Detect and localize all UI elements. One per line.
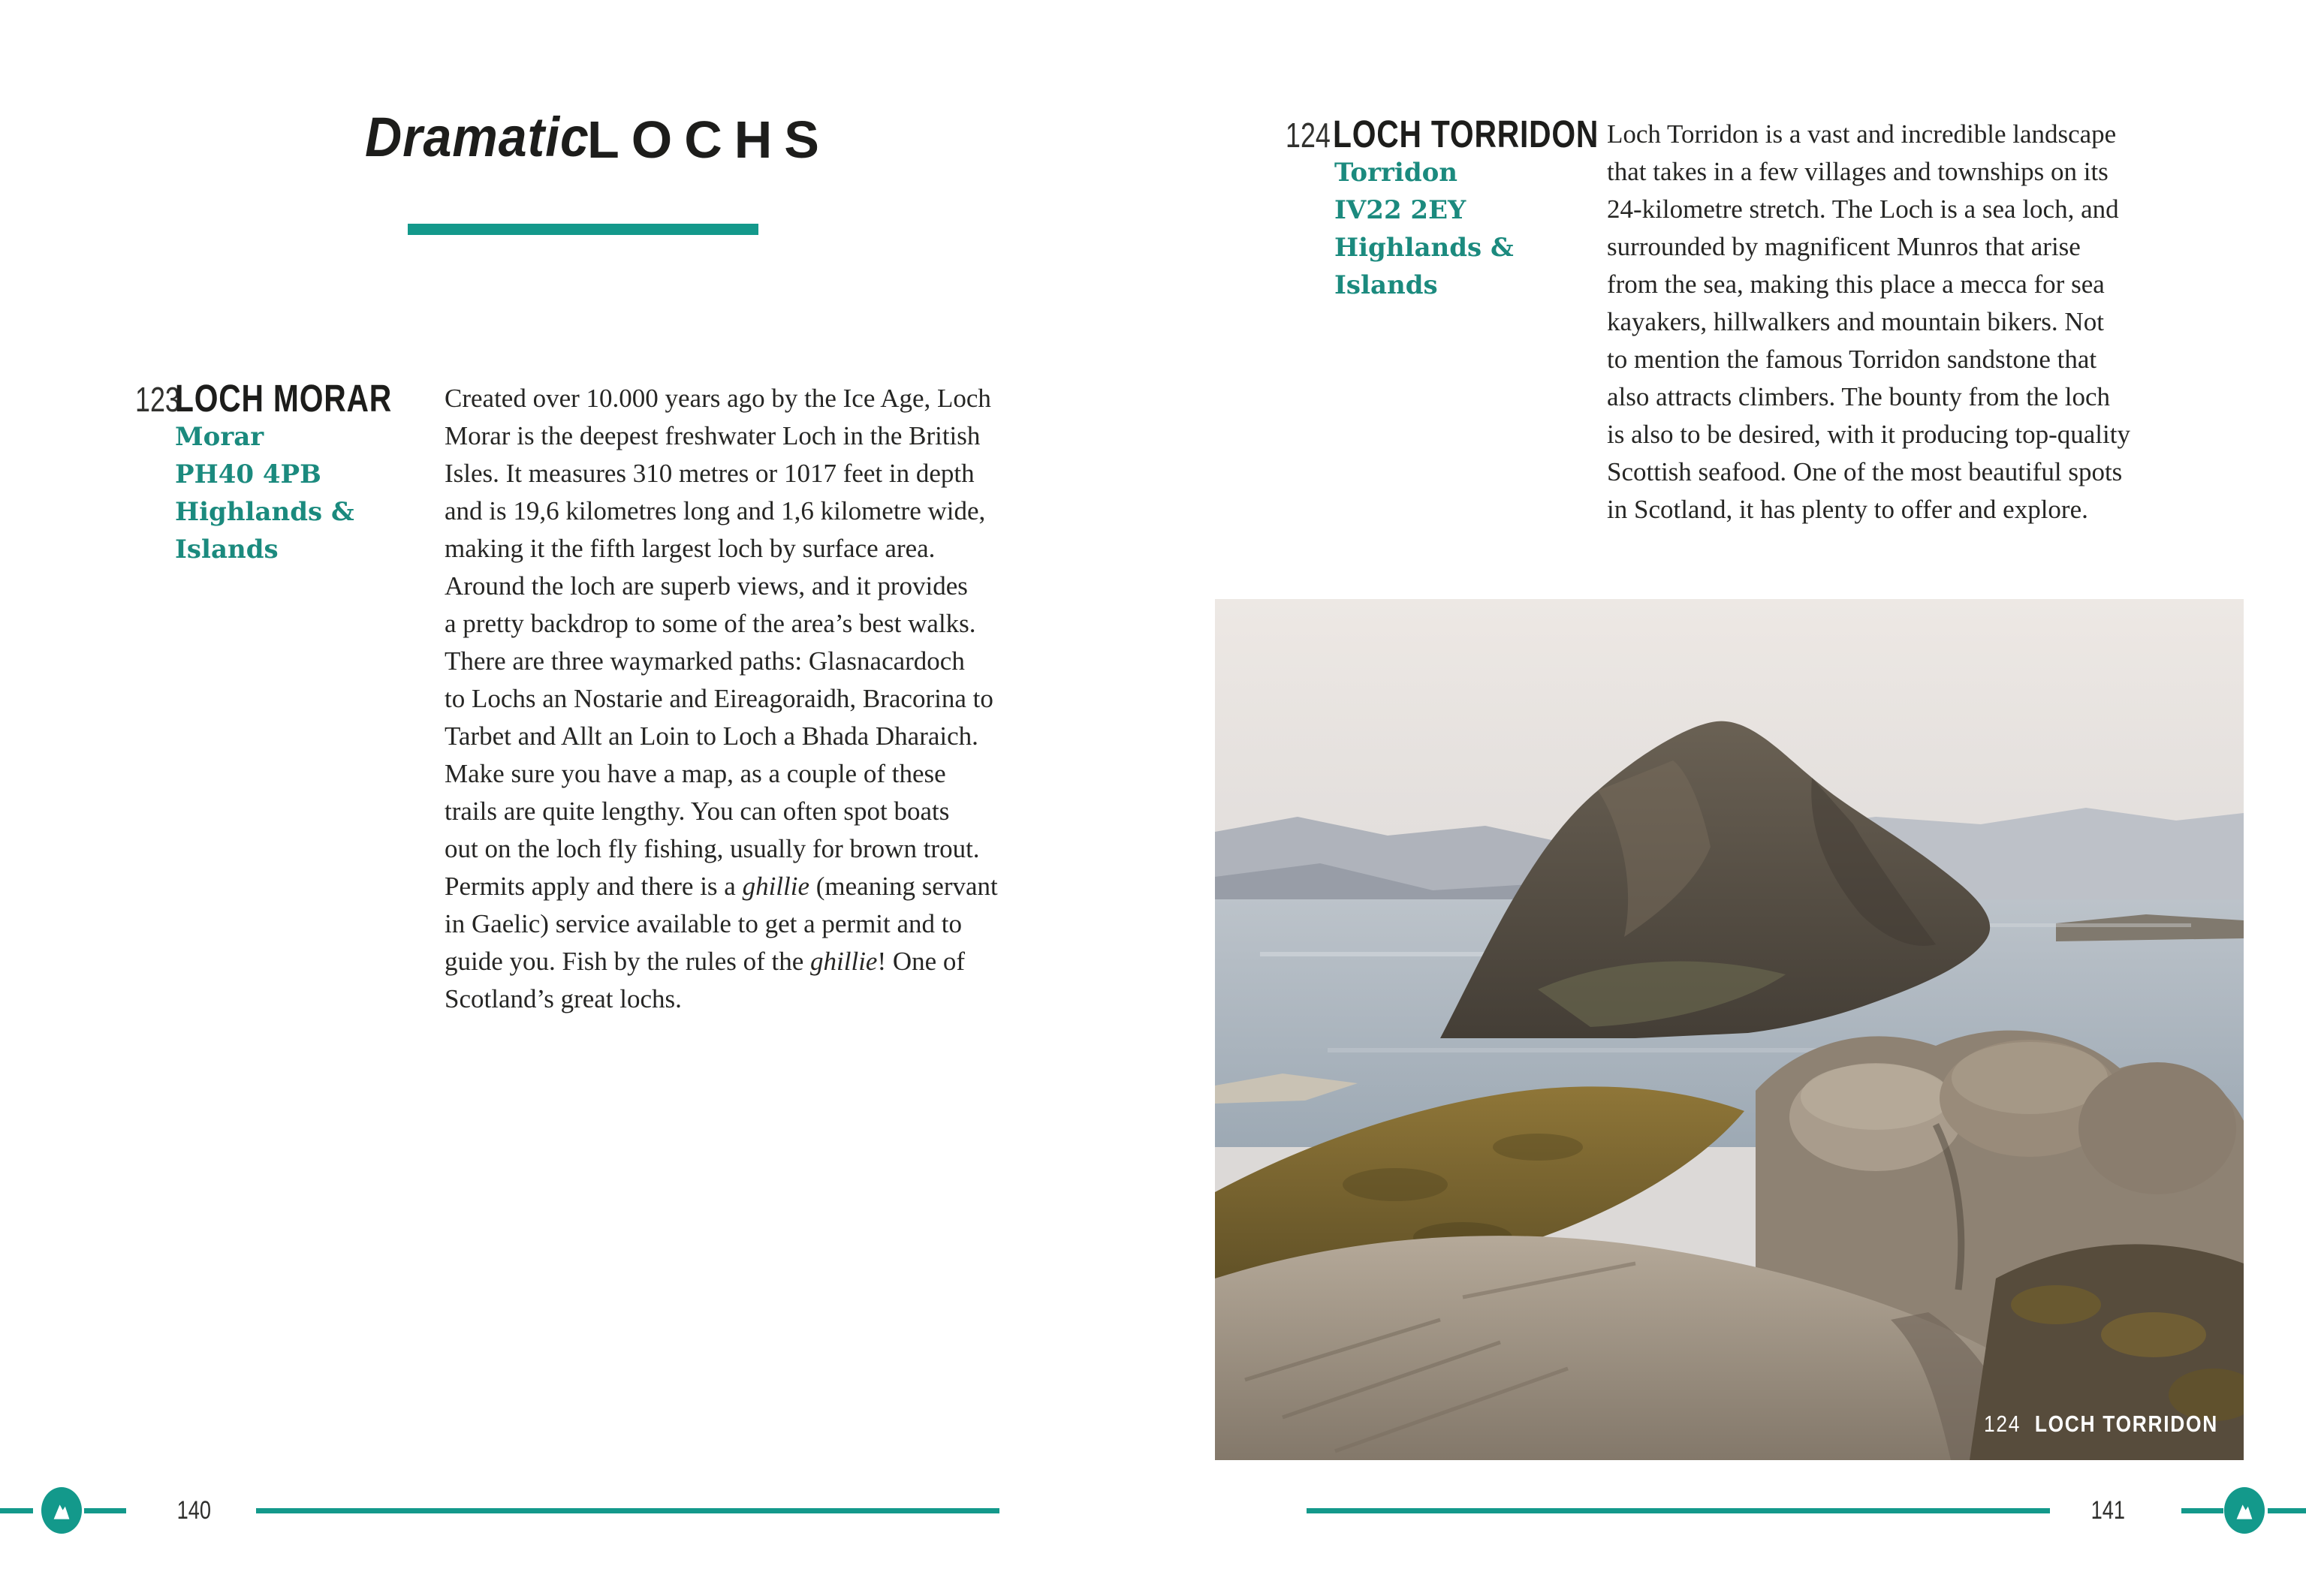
entry-number-123: 123 <box>135 380 180 419</box>
text-line: Scotland’s great lochs. <box>445 984 682 1013</box>
text-line: making it the fifth largest loch by surface area. <box>445 534 936 563</box>
text-line: Highlands & <box>175 497 354 527</box>
entry-body-loch-morar <box>445 380 998 1018</box>
text-line: surrounded by magnificent Munros that arise <box>1607 232 2081 261</box>
photo-caption <box>1984 1411 2218 1438</box>
footer-rule-left-outer <box>0 1508 33 1513</box>
text-line: kayakers, hillwalkers and mountain bikers. Not <box>1607 307 2104 336</box>
text-line: that takes in a few villages and townships on its <box>1607 157 2109 186</box>
text-line: to Lochs an Nostarie and Eireagoraidh, Bracorina to <box>445 684 993 713</box>
footer-rule-right-inner <box>2181 1508 2223 1513</box>
text-line: and is 19,6 kilometres long and 1,6 kilometre wide, <box>445 496 986 525</box>
text-line: Make sure you have a map, as a couple of these <box>445 759 946 788</box>
text-line: a pretty backdrop to some of the area’s best walks. <box>445 609 976 638</box>
text-line: Morar <box>175 422 264 452</box>
publisher-logo-left <box>41 1487 82 1534</box>
publisher-logo-right <box>2224 1487 2265 1534</box>
footer-rule-left-inner <box>84 1508 126 1513</box>
text-line: Loch Torridon is a vast and incredible landscape <box>1607 119 2117 149</box>
page-number-right: 141 <box>2090 1496 2126 1525</box>
text-line: from the sea, making this place a mecca for sea <box>1607 270 2105 299</box>
photo-caption-number: 124 <box>1984 1411 2021 1437</box>
entry-address-loch-torridon <box>1334 154 1514 304</box>
text-line: trails are quite lengthy. You can often spot boats <box>445 796 950 826</box>
text-line: There are three waymarked paths: Glasnacardoch <box>445 646 965 676</box>
text-line: in Scotland, it has plenty to offer and explore. <box>1607 495 2088 524</box>
mountain-icon <box>48 1500 75 1524</box>
chapter-title-caps: LOCHS <box>587 110 831 169</box>
text-line: out on the loch fly fishing, usually for brown trout. <box>445 834 980 863</box>
footer-rule-right-outer <box>2268 1508 2306 1513</box>
chapter-title-script: Dramatic <box>365 106 589 168</box>
page-number-left: 140 <box>176 1496 212 1525</box>
text-line: Permits apply and there is a ghillie (meaning servant <box>445 872 998 901</box>
text-line: Islands <box>175 535 279 565</box>
text-line: guide you. Fish by the rules of the ghillie! One of <box>445 947 966 976</box>
photo-caption-name: LOCH TORRIDON <box>2034 1411 2218 1437</box>
text-line: in Gaelic) service available to get a permit and to <box>445 909 963 938</box>
entry-name-loch-morar: LOCH MORAR <box>175 377 393 420</box>
text-line: Isles. It measures 310 metres or 1017 feet in depth <box>445 459 975 488</box>
text-line: IV22 2EY <box>1334 195 1466 225</box>
loch-torridon-photo <box>1215 599 2244 1460</box>
footer-rule-right-long <box>1307 1508 2050 1513</box>
landscape-illustration <box>1215 599 2244 1460</box>
text-line: Islands <box>1334 270 1438 300</box>
entry-name-loch-torridon: LOCH TORRIDON <box>1333 113 1599 155</box>
title-underline-rule <box>408 224 758 235</box>
text-line: Scottish seafood. One of the most beautiful spots <box>1607 457 2123 486</box>
mountain-icon <box>2231 1500 2258 1524</box>
text-line: Torridon <box>1334 158 1457 188</box>
entry-body-loch-torridon <box>1607 116 2130 528</box>
text-line: Tarbet and Allt an Loin to Loch a Bhada Dharaich. <box>445 721 978 751</box>
text-line: Highlands & <box>1334 233 1514 263</box>
text-line: Created over 10.000 years ago by the Ice Age, Loch <box>445 384 991 413</box>
text-line: PH40 4PB <box>175 459 321 489</box>
text-line: also attracts climbers. The bounty from the loch <box>1607 382 2111 411</box>
entry-address-loch-morar <box>175 418 354 568</box>
text-line: 24-kilometre stretch. The Loch is a sea loch, and <box>1607 194 2119 224</box>
text-line: is also to be desired, with it producing top-quality <box>1607 420 2130 449</box>
text-line: Morar is the deepest freshwater Loch in the British <box>445 421 981 450</box>
entry-number-124: 124 <box>1286 116 1331 155</box>
text-line: Around the loch are superb views, and it provides <box>445 571 968 601</box>
footer-rule-left-long <box>256 1508 999 1513</box>
text-line: to mention the famous Torridon sandstone that <box>1607 345 2097 374</box>
